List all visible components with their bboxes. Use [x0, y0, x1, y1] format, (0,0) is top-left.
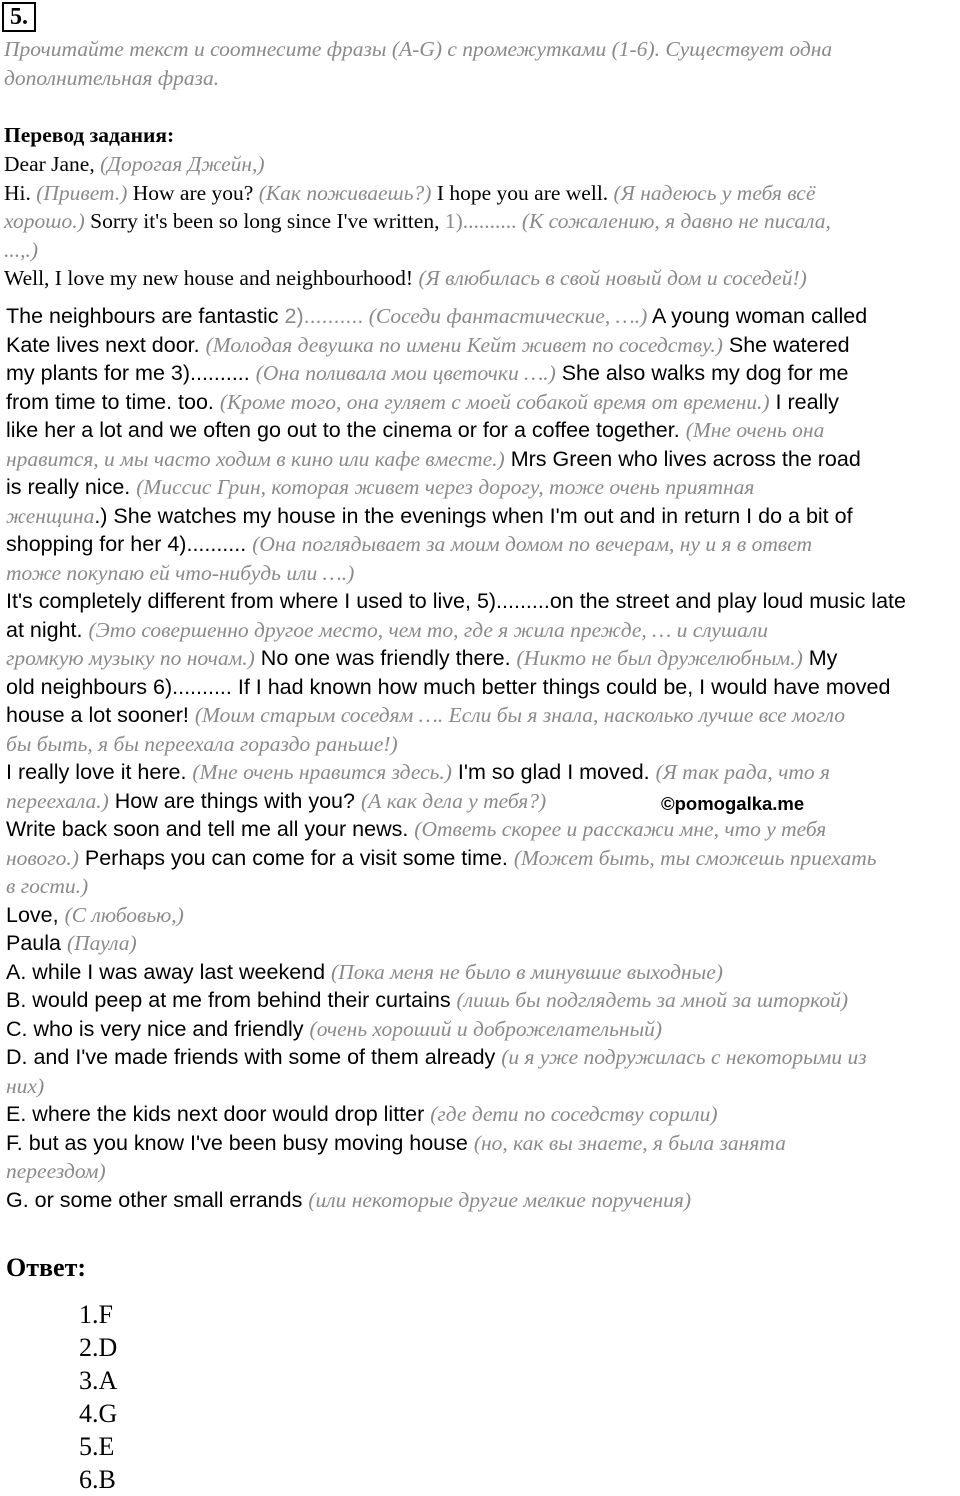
option-translation: (или некоторые другие мелкие поручения) [308, 1187, 692, 1212]
option-text: A. while I was away last weekend [6, 959, 332, 984]
russian-translation: хорошо.) [4, 209, 85, 233]
letter-line [6, 929, 960, 958]
letter-line [6, 758, 960, 787]
english-text: The neighbours are fantastic [6, 304, 285, 328]
russian-translation: нравится, и мы часто ходим в кино или кафе вместе.) [6, 446, 505, 471]
russian-translation: переехала.) [6, 788, 109, 813]
english-text: It's completely different from where I used to live, 5).........on the street and play loud music late [6, 589, 906, 613]
letter-line [6, 388, 960, 417]
letter-line [6, 445, 960, 474]
option-g [6, 1186, 960, 1215]
english-text: my plants for me 3).......... [6, 361, 256, 385]
answer-item: 6.B [79, 1465, 116, 1494]
english-text: I'm so glad I moved. [451, 760, 656, 784]
option-text: G. or some other small errands [6, 1187, 309, 1212]
russian-translation: (Я влюбилась в свой новый дом и соседей!) [418, 266, 807, 290]
letter-line [6, 530, 960, 559]
russian-translation: ...,.) [4, 237, 39, 262]
russian-translation: (Паула) [66, 931, 137, 955]
russian-translation: в гости.) [6, 874, 89, 898]
english-text: She also walks my dog for me [555, 361, 849, 385]
russian-translation: (Никто не был дружелюбным.) [516, 646, 803, 670]
russian-translation: (Дорогая Джейн,) [100, 152, 265, 176]
russian-translation: (Привет.) [36, 180, 128, 205]
russian-translation: (С любовью,) [64, 902, 184, 927]
option-f-continued [6, 1157, 960, 1186]
watermark: ©pomogalka.me [661, 793, 805, 814]
translation-heading: Перевод задания: [4, 123, 175, 147]
english-text: .) She watches my house in the evenings when I'm out and in return I do a bit of [94, 503, 853, 528]
english-text: Hi. [4, 180, 37, 205]
letter-line [6, 844, 960, 873]
letter-line [6, 701, 960, 730]
letter-line [6, 644, 960, 673]
russian-translation: (Я надеюсь у тебя всё [613, 180, 816, 205]
option-b [6, 986, 960, 1015]
option-text: D. and I've made friends with some of them already [6, 1045, 502, 1069]
english-text: A young woman called [647, 304, 868, 328]
option-translation: (и я уже подружилась с некоторыми из [501, 1045, 867, 1069]
option-e [6, 1100, 960, 1129]
instruction-line: Прочитайте текст и соотнесите фразы (A-G) с промежутками (1-6). Существует одна [4, 37, 833, 61]
letter-line [6, 559, 960, 588]
english-text: How are things with you? [108, 788, 361, 813]
answer-item: 4.G [79, 1399, 118, 1428]
letter-line [6, 673, 960, 702]
option-translation: (лишь бы подглядеть за мной за шторкой) [456, 988, 849, 1012]
option-d [6, 1043, 960, 1072]
letter-line [6, 872, 960, 901]
russian-translation: (А как дела у тебя?) [360, 788, 547, 813]
russian-translation: (Мне очень она [685, 418, 825, 442]
option-f [6, 1129, 960, 1158]
letter-line [6, 815, 960, 844]
english-text: My [802, 646, 838, 670]
option-translation: (Пока меня не было в минувшие выходные) [331, 959, 723, 984]
letter-body [6, 302, 960, 1214]
english-text: Perhaps you can come for a visit some time. [78, 845, 514, 870]
option-text: B. would peep at me from behind their curtains [6, 988, 457, 1012]
english-text: Sorry it's been so long since I've written, [84, 209, 445, 233]
option-translation: (но, как вы знаете, я была занята [473, 1130, 786, 1155]
english-text: Well, I love my new house and neighbourhood! [4, 266, 419, 290]
gap-marker: 2).......... [284, 304, 364, 328]
english-text: Paula [6, 931, 67, 955]
russian-translation: (К сожалению, я давно не писала, [516, 209, 831, 233]
answer-item: 1.F [79, 1300, 113, 1329]
russian-translation: (Ответь скорее и расскажи мне, что у тебя [414, 817, 827, 841]
answer-item: 5.E [79, 1432, 115, 1461]
option-c [6, 1015, 960, 1044]
letter-line [4, 150, 960, 179]
answer-heading: Ответ: [6, 1253, 87, 1282]
english-text: is really nice. [6, 475, 137, 499]
russian-translation: (Она поглядывает за моим домом по вечерам, ну и я в ответ [252, 532, 812, 556]
letter-line [6, 587, 960, 616]
option-text: C. who is very nice and friendly [6, 1016, 310, 1041]
letter-line [6, 359, 960, 388]
russian-translation: (Кроме того, она гуляет с моей собакой время от времени.) [219, 389, 770, 414]
english-text: She watered [722, 332, 850, 357]
english-text: Write back soon and tell me all your news. [6, 817, 415, 841]
letter-line [6, 787, 960, 816]
option-a [6, 958, 960, 987]
english-text: How are you? [127, 180, 259, 205]
instruction-line: дополнительная фраза. [4, 65, 220, 90]
russian-translation: (Может быть, ты сможешь приехать [513, 845, 877, 870]
russian-translation: (Мне очень нравится здесь.) [192, 760, 452, 784]
letter-opening [4, 150, 960, 293]
task-number-box: 5. [2, 2, 36, 32]
english-text: at night. [6, 617, 89, 642]
russian-translation: (Миссис Грин, которая живет через дорогу, тоже очень приятная [136, 475, 755, 499]
english-text: Kate lives next door. [6, 332, 206, 357]
russian-translation: женщина [6, 503, 95, 528]
english-text: shopping for her 4).......... [6, 532, 253, 556]
letter-line [6, 502, 960, 531]
russian-translation: (Она поливала мои цветочки ….) [255, 361, 556, 385]
instruction [4, 35, 960, 92]
letter-line [6, 473, 960, 502]
answer-item: 3.A [79, 1366, 118, 1395]
option-translation: них) [6, 1073, 45, 1098]
option-translation: (где дети по соседству сорили) [430, 1102, 718, 1126]
option-translation: (очень хороший и доброжелательный) [309, 1016, 663, 1041]
russian-translation: бы быть, я бы переехала гораздо раньше!) [6, 731, 398, 756]
russian-translation: (Я так рада, что я [655, 760, 831, 784]
russian-translation: громкую музыку по ночам.) [6, 646, 255, 670]
english-text: like her a lot and we often go out to the cinema or for a coffee together. [6, 418, 686, 442]
answer-item: 2.D [79, 1333, 118, 1362]
english-text: Love, [6, 902, 65, 927]
english-text: I hope you are well. [431, 180, 614, 205]
letter-line [6, 730, 960, 759]
letter-line [4, 179, 960, 208]
russian-translation: тоже покупаю ей что-нибудь или ….) [6, 560, 355, 585]
english-text: I really love it here. [6, 760, 193, 784]
english-text: house a lot sooner! [6, 703, 195, 727]
russian-translation: (Это совершенно другое место, чем то, где я жила прежде, … и слушали [88, 617, 769, 642]
gap-marker: 1).......... [444, 209, 517, 233]
russian-translation: (Соседи фантастические, ….) [363, 304, 648, 328]
english-text: Dear Jane, [4, 152, 101, 176]
letter-line [6, 331, 960, 360]
letter-line [4, 236, 960, 265]
russian-translation: (Молодая девушка по имени Кейт живет по соседству.) [205, 332, 723, 357]
english-text: No one was friendly there. [254, 646, 517, 670]
option-translation: переездом) [6, 1159, 106, 1183]
option-text: F. but as you know I've been busy moving house [6, 1130, 474, 1155]
russian-translation: (Моим старым соседям …. Если бы я знала, насколько лучше все могло [194, 703, 845, 727]
letter-line [6, 302, 960, 331]
russian-translation: (Как поживаешь?) [258, 180, 432, 205]
letter-line [4, 207, 960, 236]
english-text: old neighbours 6).......... If I had known how much better things could be, I would have moved [6, 674, 891, 699]
english-text: from time to time. too. [6, 389, 220, 414]
english-text: I really [769, 389, 839, 414]
answer-list [79, 1298, 117, 1496]
russian-translation: нового.) [6, 845, 79, 870]
option-d-continued [6, 1072, 960, 1101]
letter-line [6, 616, 960, 645]
letter-line [6, 901, 960, 930]
letter-line [4, 264, 960, 293]
letter-line [6, 416, 960, 445]
english-text: Mrs Green who lives across the road [504, 446, 861, 471]
option-text: E. where the kids next door would drop litter [6, 1102, 431, 1126]
